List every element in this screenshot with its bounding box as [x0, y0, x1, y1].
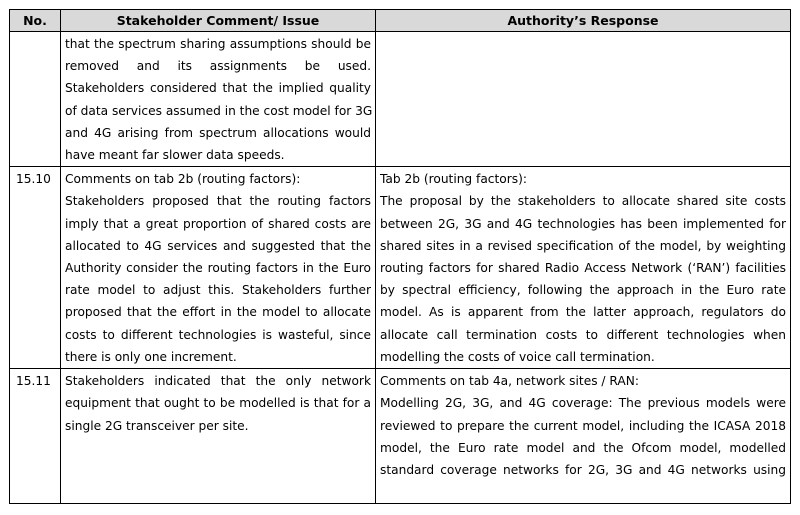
response-line: model, the Euro rate model and the Ofcom model, modelled — [380, 440, 786, 455]
header-response: Authority’s Response — [376, 10, 791, 32]
comment-line: removed and its assignments be used. — [65, 59, 371, 74]
response-cell — [376, 167, 791, 369]
comment-line: have meant far slower data speeds. — [65, 148, 285, 163]
response-cell — [376, 32, 791, 167]
response-line: modelling the costs of voice call termination. — [380, 349, 655, 364]
comment-line: Authority consider the routing factors in the Euro — [65, 261, 371, 276]
row-number: 15.10 — [10, 167, 61, 369]
comment-line: there is only one increment. — [65, 349, 237, 364]
comment-cell — [61, 369, 376, 504]
response-line: The proposal by the stakeholders to allocate shared site costs — [380, 194, 786, 209]
response-line: standard coverage networks for 2G, 3G and 4G networks using — [380, 463, 786, 478]
comment-line: Comments on tab 2b (routing factors): — [65, 172, 301, 187]
response-line: routing factors for shared Radio Access Network (‘RAN’) facilities — [380, 261, 786, 276]
response-line: Comments on tab 4a, network sites / RAN: — [380, 374, 639, 389]
comment-line: imply that a great proportion of shared costs are — [65, 216, 371, 231]
row-number: 15.11 — [10, 369, 61, 504]
comment-line: rate model to adjust this. Stakeholders further — [65, 283, 371, 298]
comment-line: of data services assumed in the cost model for 3G — [65, 103, 373, 118]
header-row — [10, 10, 791, 32]
comment-line: and 4G arising from spectrum allocations would — [65, 125, 371, 140]
response-line: Modelling 2G, 3G, and 4G coverage: The previous models were — [380, 396, 786, 411]
comment-line: proposed that the effort in the model to allocate — [65, 305, 371, 320]
response-line: Tab 2b (routing factors): — [380, 172, 527, 187]
comment-line: costs to different technologies is wasteful, since — [65, 327, 371, 342]
response-line: between 2G, 3G and 4G technologies has been implemented for — [380, 216, 786, 231]
comment-cell — [61, 167, 376, 369]
response-line: reviewed to prepare the current model, including the ICASA 2018 — [380, 418, 786, 433]
table-row — [10, 369, 791, 504]
response-line: model. As is apparent from the latter approach, regulators do — [380, 305, 786, 320]
comment-line: Stakeholders proposed that the routing factors — [65, 194, 371, 209]
table-row — [10, 32, 791, 167]
stakeholder-comments-table — [9, 9, 791, 504]
comment-line: equipment that ought to be modelled is that for a — [65, 396, 371, 411]
response-cell — [376, 369, 791, 504]
comment-line: that the spectrum sharing assumptions should be — [65, 37, 371, 51]
response-line: shared sites in a revised specification of the model, by weighting — [380, 238, 786, 253]
table-row — [10, 167, 791, 369]
comment-line: Stakeholders indicated that the only network — [65, 374, 371, 389]
comment-line: Stakeholders considered that the implied quality — [65, 81, 371, 96]
header-no: No. — [10, 10, 61, 32]
row-number — [10, 32, 61, 167]
comment-cell — [61, 32, 376, 167]
response-line: by spectral efficiency, following the approach in the Euro rate — [380, 283, 786, 298]
comment-line: allocated to 4G services and suggested that the — [65, 238, 371, 253]
comment-line: single 2G transceiver per site. — [65, 418, 249, 433]
response-line: allocate call termination costs to different technologies when — [380, 327, 786, 342]
header-comment: Stakeholder Comment/ Issue — [61, 10, 376, 32]
